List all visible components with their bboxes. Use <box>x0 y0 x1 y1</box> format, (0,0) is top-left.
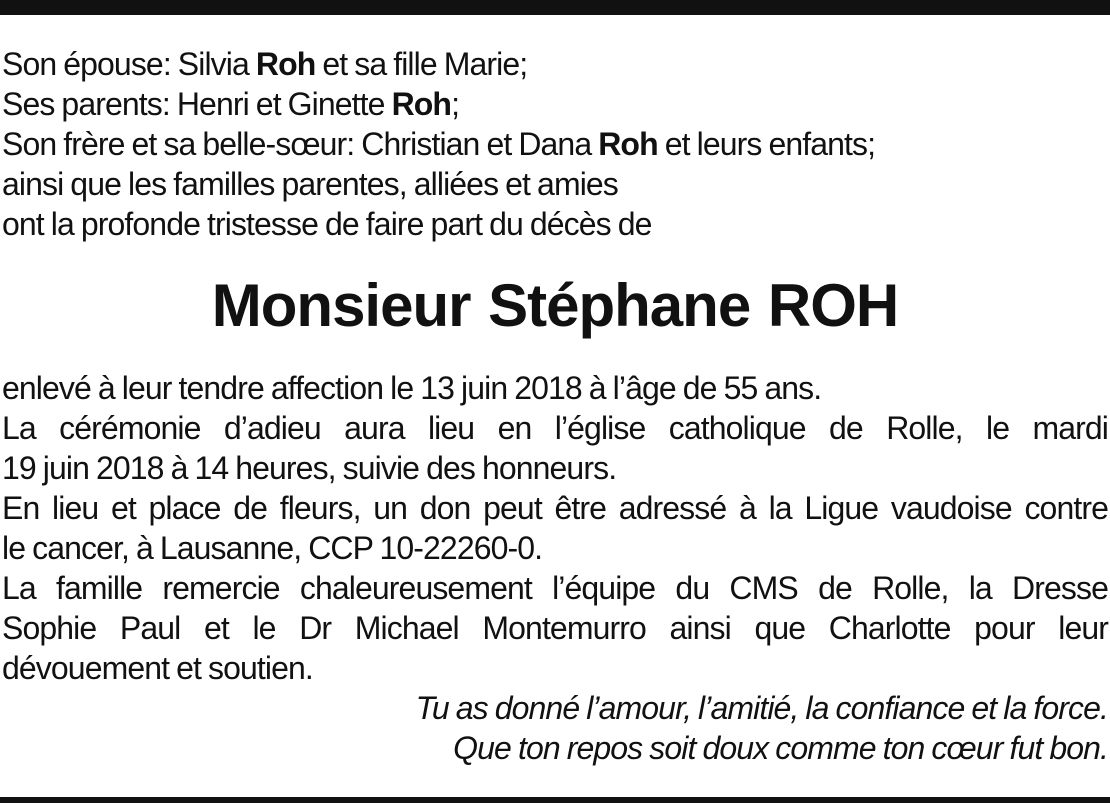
family-text: et leurs enfants; <box>657 126 876 162</box>
death-notice <box>2 44 1108 768</box>
family-line-announcement: ont la profonde tristesse de faire part du décès de <box>2 206 652 242</box>
family-text: Son épouse: Silvia <box>2 46 256 82</box>
family-surname: Roh <box>598 126 658 162</box>
details-line-donation: En lieu et place de fleurs, un don peut être adressé à la Ligue vaudoise contre <box>2 490 1108 526</box>
bottom-border-rule <box>0 797 1110 803</box>
details-line-donation-account: le cancer, à Lausanne, CCP 10-22260-0. <box>2 530 543 566</box>
family-text: et sa fille Marie; <box>315 46 528 82</box>
deceased-name: Monsieur Stéphane ROH <box>211 272 899 339</box>
quote-line-2: Que ton repos soit doux comme ton cœur fut bon. <box>453 730 1108 766</box>
family-line-parents <box>2 84 1108 124</box>
details-line-passing: enlevé à leur tendre affection le 13 juin 2018 à l’âge de 55 ans. <box>2 370 822 406</box>
details-line-thanks-cont: Sophie Paul et le Dr Michael Montemurro ainsi que Charlotte pour leur <box>2 610 1108 646</box>
family-surname: Roh <box>391 86 452 122</box>
family-surname: Roh <box>255 46 316 82</box>
family-line-relatives: ainsi que les familles parentes, alliées et amies <box>2 166 618 202</box>
family-line-sibling <box>2 124 1108 164</box>
family-text: Ses parents: Henri et Ginette <box>2 86 392 122</box>
details-line-thanks: La famille remercie chaleureusement l’équipe du CMS de Rolle, la Dresse <box>2 570 1108 606</box>
details-line-thanks-end: dévouement et soutien. <box>2 650 313 686</box>
details-line-ceremony-date: 19 juin 2018 à 14 heures, suivie des honneurs. <box>2 450 617 486</box>
family-line-spouse <box>2 44 1108 84</box>
family-text: ; <box>451 86 460 122</box>
top-border-rule <box>0 0 1110 15</box>
quote-line-1: Tu as donné l’amour, l’amitié, la confiance et la force. <box>415 690 1108 726</box>
details-line-ceremony: La cérémonie d’adieu aura lieu en l’église catholique de Rolle, le mardi <box>2 410 1108 446</box>
family-text: Son frère et sa belle-sœur: Christian et Dana <box>2 126 599 162</box>
